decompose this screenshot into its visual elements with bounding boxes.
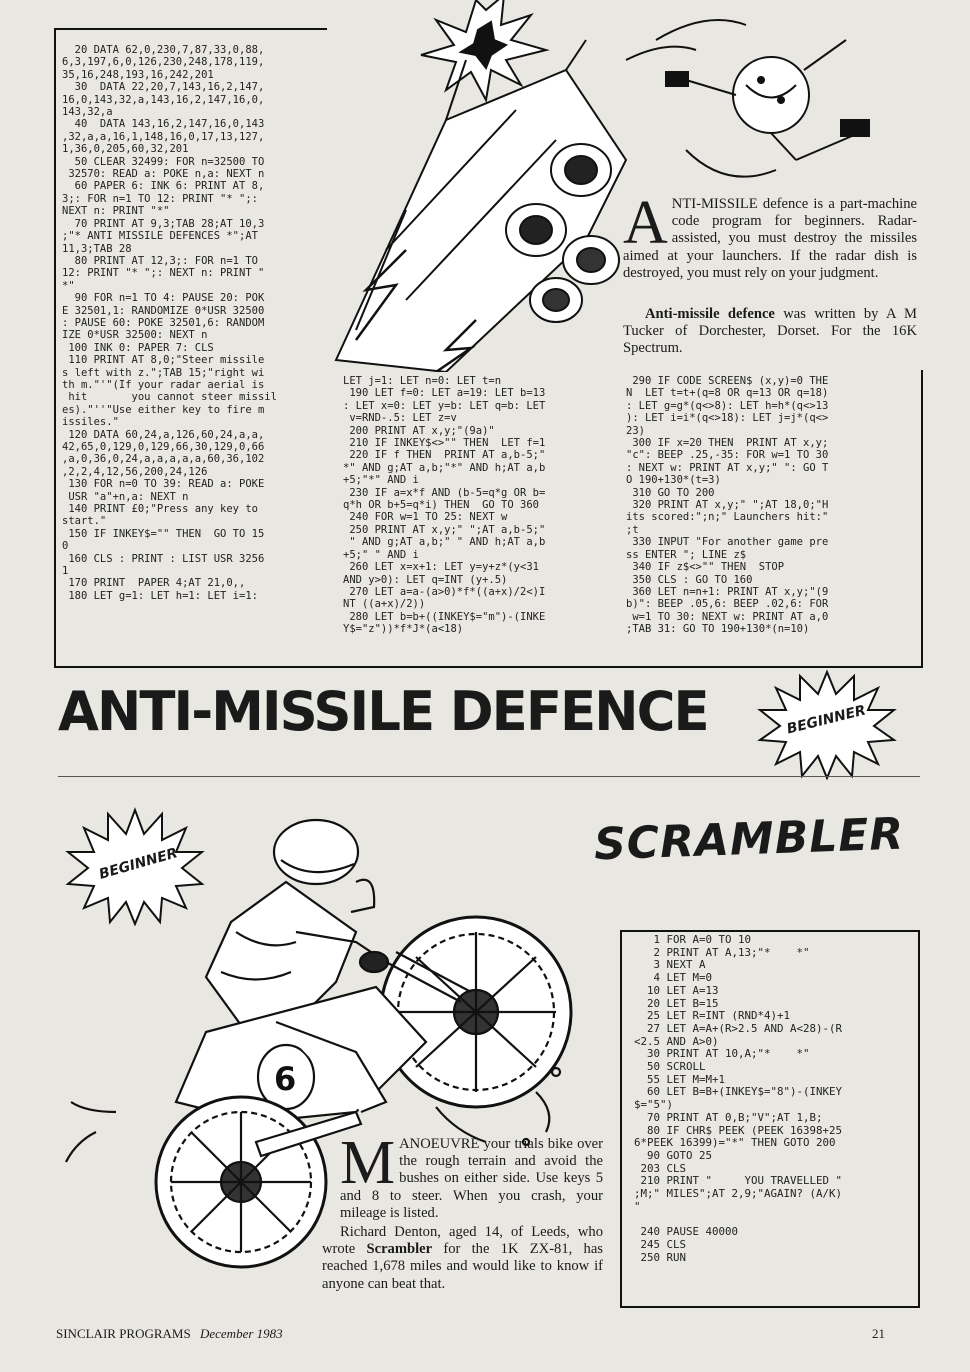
scrambler-credit-post: for the 1K ZX-81, has reached 1,678 miles and would like to know if anyone can beat that. — [322, 1241, 603, 1292]
program-title: Anti-missile defence — [645, 306, 775, 322]
scrambler-program-title: Scrambler — [366, 1241, 433, 1258]
svg-text:6: 6 — [274, 1060, 297, 1098]
listing-column-1: 20 DATA 62,0,230,7,87,33,0,88, 6,3,197,6,0,126,230,248,178,119, 35,16,248,193,16,242,201 30 DATA 22,20,7,143,16,2,147, 16,0,143,32,a,143,16,2,147,16,0, 143,32,a 40 DATA 143,16,2,147,16,0,143 ,32,a,a,16,1,148,16,0,17,13,127, 1,36,0,205,60,32,201 50 CLEAR 32499: FOR n=32500 TO 32570: READ a: POKE n,a: NEXT n 60 PAPER 6: INK 6: PRINT AT 8, 3;: FOR n=1 TO 12: PRINT "* ";: NEXT n: PRINT "*" 70 PRINT AT 9,3;TAB 28;AT 10,3 ;"* ANTI MISSILE DEFENCES *";AT 11,3;TAB 28 80 PRINT AT 12,3;: FOR n=1 TO 12: PRINT "* ";: NEXT n: PRINT " *" 90 FOR n=1 TO 4: PAUSE 20: POK E 32501,1: RANDOMIZE 0*USR 32500 : PAUSE 60: POKE 32501,6: RANDOM IZE 0*USR 32500: NEXT n 100 INK 0: PAPER 7: CLS 110 PRINT AT 8,0;"Steer missile s left with z.";TAB 15;"right wi th m."'"(If your radar aerial is hit you cannot steer missil es)."''"Use either key to fire m issiles." 120 DATA 60,24,a,126,60,24,a,a, 42,65,0,129,0,129,66,30,129,0,66 ,a,0,36,0,24,a,a,a,a,a,60,36,102 ,2,2,4,12,56,200,24,126 130 FOR n=0 TO 39: READ a: POKE USR "a"+n,a: NEXT n 140 PRINT £0;"Press any key to start." 150 IF INKEY$="" THEN GO TO 15 0 160 CLS : PRINT : LIST USR 3256 1 170 PRINT PAPER 4;AT 21,0,, 180 LET g=1: LET h=1: LET i=1: — [62, 44, 277, 602]
credit-text: was written by A M Tucker of Dorchester, Dorset. For the 16K Spectrum. — [623, 306, 917, 357]
beginner-badge-label-2: BEGINNER — [97, 845, 180, 883]
scrambler-intro — [340, 1129, 603, 1222]
footer-magazine — [56, 1326, 283, 1342]
intro-text: NTI-MISSILE defence is a part-machine code program for beginners. Radar-assisted, you must destroy the missiles aimed at your launchers. If the radar dish is destroyed, you must rely on your judgment. — [623, 196, 917, 281]
listing-column-2: LET j=1: LET n=0: LET t=n 190 LET f=0: LET a=19: LET b=13 : LET x=0: LET y=b: LET q=b: LET v=RND-.5: LET z=v 200 PRINT AT x,y;"(9a)" 210 IF INKEY$<>"" THEN LET f=1 220 IF f THEN PRINT AT a,b-5;" *" AND g;AT a,b;"*" AND h;AT a,b +5;"*" AND i 230 IF a=x*f AND (b-5=q*g OR b= q*h OR b+5=q*i) THEN GO TO 360 240 FOR w=1 TO 25: NEXT w 250 PRINT AT x,y;" ";AT a,b-5;" " AND g;AT a,b;" " AND h;AT a,b +5;" " AND i 260 LET x=x+1: LET y=y+z*(y<31 AND y>0): LET q=INT (y+.5) 270 LET a=a-(a>0)*f*((a+x)/2<)I NT ((a+x)/2)) 280 LET b=b+((INKEY$="m")-(INKE Y$="z"))*f*J*(a<18) — [343, 375, 546, 636]
page-title: ANTI-MISSILE DEFENCE — [58, 680, 708, 743]
intro-paragraph — [623, 189, 917, 282]
listing-frame-left — [54, 28, 56, 372]
credit-paragraph — [623, 306, 917, 358]
drop-cap: A — [623, 189, 668, 257]
drop-cap-m: M — [340, 1129, 396, 1197]
beginner-badge-label: BEGINNER — [785, 702, 868, 738]
issue-date: December 1983 — [199, 1326, 283, 1341]
scrambler-listing: 1 FOR A=0 TO 10 2 PRINT AT A,13;"* *" 3 NEXT A 4 LET M=0 10 LET A=13 20 LET B=15 25 LET R=INT (RND*4)+1 27 LET A=A+(R>2.5 AND A<28)-(R <2.5 AND A>0) 30 PRINT AT 10,A;"* *" 50 SCROLL 55 LET M=M+1 60 LET B=B+(INKEY$="8")-(INKEY $="5") 70 PRINT AT 0,B;"V";AT 1,B; 80 IF CHR$ PEEK (PEEK 16398+25 6*PEEK 16399)="*" THEN GOTO 200 90 GOTO 25 203 CLS 210 PRINT " YOU TRAVELLED " ;M;" MILES";AT 2,9;"AGAIN? (A/K) " 240 PAUSE 40000 245 CLS 250 RUN — [634, 933, 843, 1264]
scrambler-intro-text: ANOEUVRE your trials bike over the rough terrain and avoid the bushes on either side. Use keys 5 and 8 to steer. When you crash, your mileage is listed. — [340, 1136, 603, 1221]
magazine-name: SINCLAIR PROGRAMS — [56, 1326, 191, 1341]
page-number: 21 — [872, 1326, 885, 1341]
scrambler-credit — [322, 1224, 603, 1293]
section-divider — [58, 776, 920, 777]
scrambler-credit-pre: Richard Denton, aged 14, of Leeds, who wrote — [322, 1224, 603, 1258]
section-title: SCRAMBLER — [593, 808, 906, 871]
listing-column-3: 290 IF CODE SCREEN$ (x,y)=0 THE N LET t=t+(q=8 OR q=13 OR q=18) : LET g=g*(q<>8): LET h=h*(q<>13 ): LET i=i*(q<>18): LET j=j*(q<> 23) 300 IF x=20 THEN PRINT AT x,y; "c": BEEP .25,-35: FOR w=1 TO 30 : NEXT w: PRINT AT x,y;" ": GO T O 190+130*(t=3) 310 GO TO 200 320 PRINT AT x,y;" ";AT 18,0;"H its scored:";n;" Launchers hit:" ;t 330 INPUT "For another game pre ss ENTER "; LINE z$ 340 IF z$<>"" THEN STOP 350 CLS : GO TO 160 360 LET n=n+1: PRINT AT x,y;"(9 b)": BEEP .05,6: BEEP .02,6: FOR w=1 TO 30: NEXT w: PRINT AT a,0 ;TAB 31: GO TO 190+130*(n=10) — [626, 375, 829, 636]
